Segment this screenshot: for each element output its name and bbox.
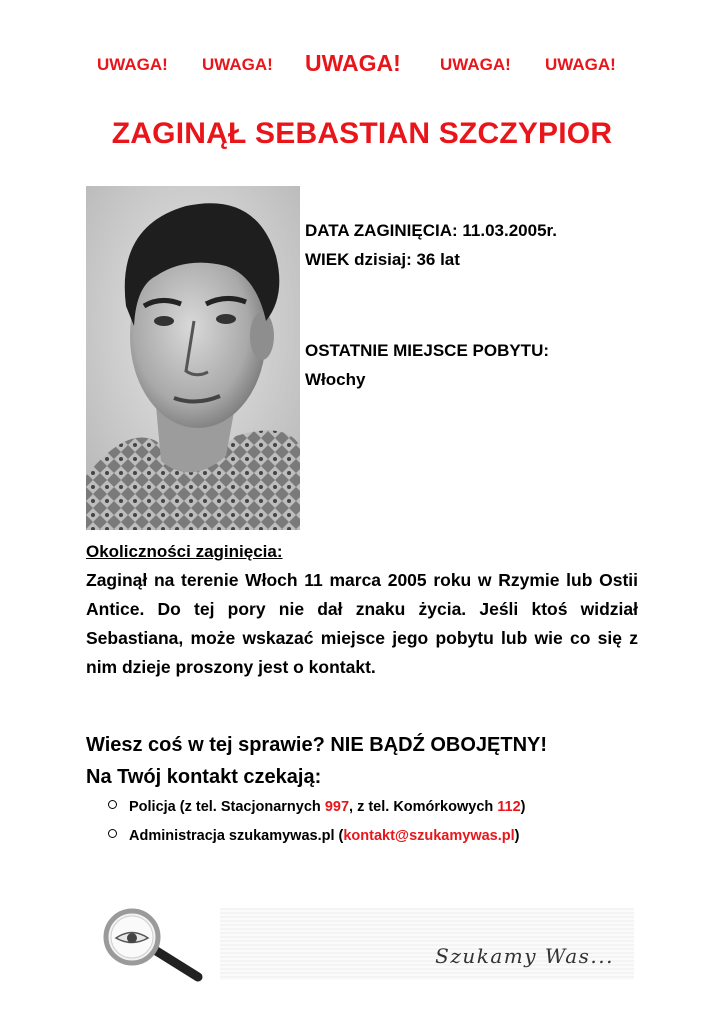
contact-police	[108, 799, 526, 815]
police-landline-number[interactable]: 997	[324, 799, 350, 815]
warning-text-large: UWAGA!	[305, 50, 401, 76]
contact-intro: Na Twój kontakt czekają:	[86, 766, 322, 788]
magnifier-eye-icon	[100, 905, 210, 985]
warning-text: UWAGA!	[97, 55, 168, 74]
police-middle: , z tel. Komórkowych	[349, 799, 498, 815]
admin-suffix: )	[514, 828, 520, 844]
portrait-photo	[86, 186, 300, 530]
footer-slogan: Szukamy Was...	[435, 944, 614, 968]
warning-text: UWAGA!	[202, 55, 273, 74]
police-prefix: Policja (z tel. Stacjonarnych	[129, 799, 325, 815]
warning-row	[0, 50, 724, 80]
last-place-value: Włochy	[305, 370, 366, 389]
footer-band	[220, 908, 634, 980]
call-to-action: Wiesz coś w tej sprawie? NIE BĄDŹ OBOJĘTNY!	[86, 734, 548, 756]
current-age: WIEK dzisiaj: 36 lat	[305, 250, 460, 269]
bullet-icon	[108, 800, 117, 809]
last-place-label: OSTATNIE MIEJSCE POBYTU:	[305, 341, 550, 360]
bullet-icon	[108, 829, 117, 838]
warning-text: UWAGA!	[545, 55, 616, 74]
admin-email-link[interactable]: kontakt@szukamywas.pl	[343, 828, 515, 844]
missing-date: DATA ZAGINIĘCIA: 11.03.2005r.	[305, 221, 557, 240]
police-suffix: )	[520, 799, 526, 815]
circumstances-heading: Okoliczności zaginięcia:	[86, 542, 283, 561]
admin-prefix: Administracja szukamywas.pl (	[129, 828, 344, 844]
circumstances-body: Zaginął na terenie Włoch 11 marca 2005 roku w Rzymie lub Ostii Antice. Do tej pory nie dał znaku życia. Jeśli ktoś widział Sebastiana, może wskazać miejsce jego pobytu lub wie co się z nim dzieje proszony jest o kontakt.	[86, 570, 638, 677]
page-title: ZAGINĄŁ SEBASTIAN SZCZYPIOR	[111, 117, 613, 150]
police-mobile-number[interactable]: 112	[497, 799, 521, 815]
warning-text: UWAGA!	[440, 55, 511, 74]
contact-admin	[108, 828, 519, 844]
